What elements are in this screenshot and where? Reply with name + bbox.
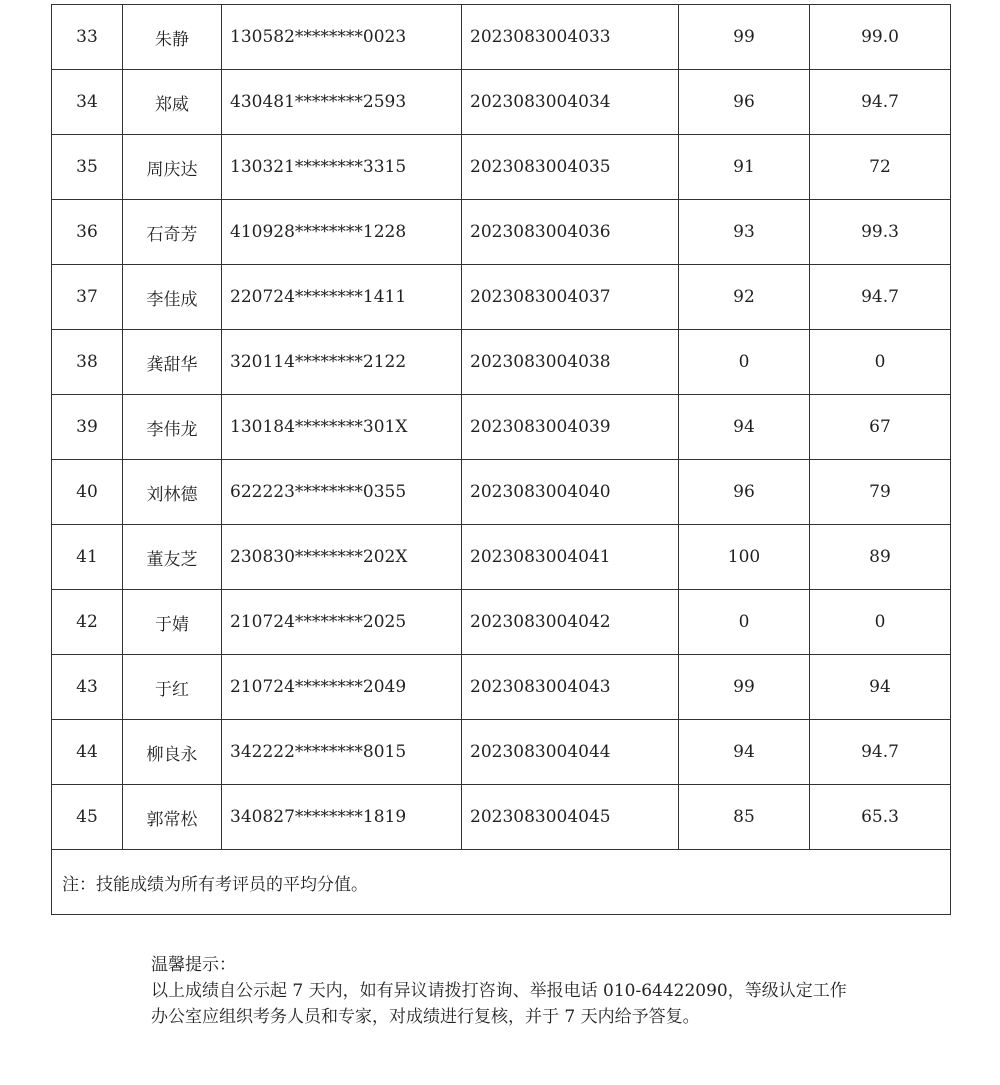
cell-theory-score: 100 <box>679 525 810 590</box>
cell-number: 35 <box>52 135 123 200</box>
cell-number: 41 <box>52 525 123 590</box>
table-row <box>52 330 951 395</box>
cell-number: 36 <box>52 200 123 265</box>
table-row <box>52 200 951 265</box>
cell-number: 37 <box>52 265 123 330</box>
cell-skill-score: 89 <box>810 525 951 590</box>
cell-number: 43 <box>52 655 123 720</box>
cell-name: 李伟龙 <box>123 395 222 460</box>
cell-id-card: 210724********2025 <box>222 590 462 655</box>
cell-theory-score: 99 <box>679 655 810 720</box>
cell-id-card: 130582********0023 <box>222 5 462 70</box>
cell-id-card: 130321********3315 <box>222 135 462 200</box>
cell-number: 34 <box>52 70 123 135</box>
cell-theory-score: 0 <box>679 590 810 655</box>
cell-skill-score: 94 <box>810 655 951 720</box>
cell-exam-number: 2023083004034 <box>462 70 679 135</box>
cell-number: 42 <box>52 590 123 655</box>
cell-number: 39 <box>52 395 123 460</box>
cell-exam-number: 2023083004041 <box>462 525 679 590</box>
cell-name: 柳良永 <box>123 720 222 785</box>
cell-number: 40 <box>52 460 123 525</box>
table-row <box>52 265 951 330</box>
cell-theory-score: 94 <box>679 395 810 460</box>
cell-id-card: 220724********1411 <box>222 265 462 330</box>
cell-exam-number: 2023083004045 <box>462 785 679 850</box>
cell-exam-number: 2023083004044 <box>462 720 679 785</box>
cell-name: 周庆达 <box>123 135 222 200</box>
score-table <box>51 4 951 915</box>
cell-name: 龚甜华 <box>123 330 222 395</box>
table-row <box>52 70 951 135</box>
cell-skill-score: 94.7 <box>810 70 951 135</box>
table-row <box>52 720 951 785</box>
cell-id-card: 230830********202X <box>222 525 462 590</box>
cell-skill-score: 0 <box>810 590 951 655</box>
cell-name: 郭常松 <box>123 785 222 850</box>
tip-title: 温馨提示： <box>151 955 236 975</box>
table-row <box>52 785 951 850</box>
cell-id-card: 340827********1819 <box>222 785 462 850</box>
cell-exam-number: 2023083004033 <box>462 5 679 70</box>
table-row <box>52 135 951 200</box>
table-row <box>52 590 951 655</box>
cell-name: 于婧 <box>123 590 222 655</box>
tip-section <box>151 952 861 1030</box>
cell-number: 44 <box>52 720 123 785</box>
cell-name: 石奇芳 <box>123 200 222 265</box>
cell-skill-score: 79 <box>810 460 951 525</box>
cell-number: 38 <box>52 330 123 395</box>
cell-name: 郑威 <box>123 70 222 135</box>
cell-exam-number: 2023083004037 <box>462 265 679 330</box>
cell-skill-score: 99.0 <box>810 5 951 70</box>
cell-skill-score: 0 <box>810 330 951 395</box>
cell-skill-score: 67 <box>810 395 951 460</box>
cell-exam-number: 2023083004039 <box>462 395 679 460</box>
cell-id-card: 210724********2049 <box>222 655 462 720</box>
cell-skill-score: 65.3 <box>810 785 951 850</box>
cell-name: 董友芝 <box>123 525 222 590</box>
cell-theory-score: 94 <box>679 720 810 785</box>
cell-exam-number: 2023083004036 <box>462 200 679 265</box>
table-row <box>52 655 951 720</box>
cell-name: 朱静 <box>123 5 222 70</box>
table-row <box>52 525 951 590</box>
table-row <box>52 395 951 460</box>
cell-theory-score: 96 <box>679 460 810 525</box>
cell-name: 李佳成 <box>123 265 222 330</box>
cell-theory-score: 0 <box>679 330 810 395</box>
cell-exam-number: 2023083004038 <box>462 330 679 395</box>
cell-id-card: 622223********0355 <box>222 460 462 525</box>
table-note: 注：技能成绩为所有考评员的平均分值。 <box>52 850 951 915</box>
cell-id-card: 320114********2122 <box>222 330 462 395</box>
cell-exam-number: 2023083004043 <box>462 655 679 720</box>
score-table-body <box>52 5 951 850</box>
cell-id-card: 430481********2593 <box>222 70 462 135</box>
cell-skill-score: 94.7 <box>810 265 951 330</box>
cell-skill-score: 99.3 <box>810 200 951 265</box>
cell-exam-number: 2023083004042 <box>462 590 679 655</box>
note-row <box>52 850 951 915</box>
cell-number: 33 <box>52 5 123 70</box>
table-row <box>52 5 951 70</box>
tip-body: 以上成绩自公示起 7 天内，如有异议请拨打咨询、举报电话 010-64422090，等级认定工作办公室应组织考务人员和专家，对成绩进行复核，并于 7 天内给予答复。 <box>151 981 847 1027</box>
cell-skill-score: 72 <box>810 135 951 200</box>
cell-id-card: 130184********301X <box>222 395 462 460</box>
cell-id-card: 342222********8015 <box>222 720 462 785</box>
cell-skill-score: 94.7 <box>810 720 951 785</box>
cell-exam-number: 2023083004035 <box>462 135 679 200</box>
cell-theory-score: 85 <box>679 785 810 850</box>
cell-theory-score: 92 <box>679 265 810 330</box>
cell-theory-score: 91 <box>679 135 810 200</box>
table-row <box>52 460 951 525</box>
cell-theory-score: 96 <box>679 70 810 135</box>
cell-id-card: 410928********1228 <box>222 200 462 265</box>
cell-number: 45 <box>52 785 123 850</box>
cell-name: 刘林德 <box>123 460 222 525</box>
cell-name: 于红 <box>123 655 222 720</box>
cell-exam-number: 2023083004040 <box>462 460 679 525</box>
cell-theory-score: 99 <box>679 5 810 70</box>
cell-theory-score: 93 <box>679 200 810 265</box>
